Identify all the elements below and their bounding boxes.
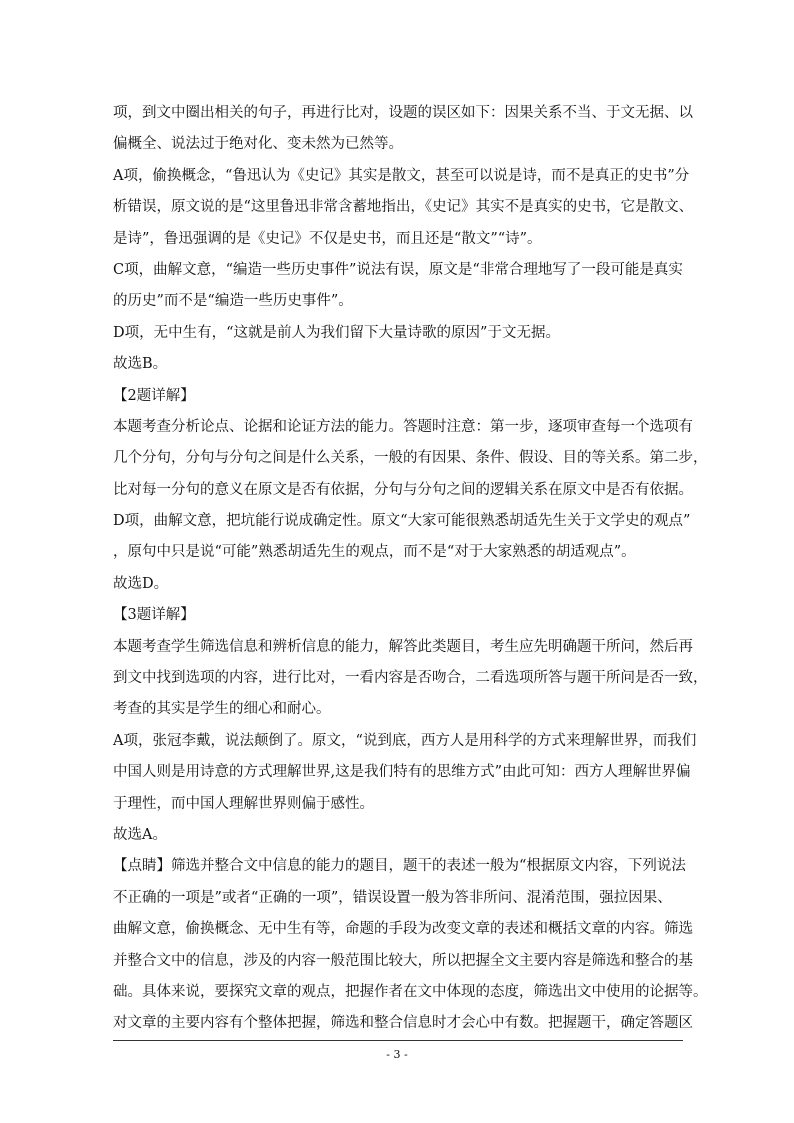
section-heading: 【2题详解】 bbox=[113, 387, 195, 404]
section-heading: 【3题详解】 bbox=[113, 607, 195, 624]
text-line: 础。具体来说，要探究文章的观点，把握作者在文中体现的态度，筛选出文中使用的论据等。 bbox=[113, 983, 708, 1000]
text-line: 中国人则是用诗意的方式理解世界,这是我们特有的思维方式”由此可知：西方人理解世界偏 bbox=[113, 764, 691, 781]
text-line: 到文中找到选项的内容，进行比对，一看内容是否吻合，二看选项所答与题干所问是否一致， bbox=[113, 670, 708, 687]
text-line: ，原句中只是说“可能”熟悉胡适先生的观点，而不是“对于大家熟悉的胡适观点”。 bbox=[113, 544, 636, 561]
text-line: 对文章的主要内容有个整体把握，筛选和整合信息时才会心中有数。把握题干，确定答题区 bbox=[113, 1015, 693, 1032]
text-line: D项，曲解文意，把坑能行说成确定性。原文“大家可能很熟悉胡适先生关于文学史的观点” bbox=[113, 513, 691, 530]
text-line: 于理性，而中国人理解世界则偏于感性。 bbox=[113, 795, 374, 812]
text-line: 曲解文意，偷换概念、无中生有等，命题的手段为改变文章的表述和概括文章的内容。筛选 bbox=[113, 921, 693, 938]
text-line: 并整合文中的信息，涉及的内容一般范围比较大，所以把握全文主要内容是筛选和整合的基 bbox=[113, 952, 693, 969]
text-line: A项，偷换概念，“鲁迅认为《史记》其实是散文，甚至可以说是诗，而不是真正的史书”分 bbox=[113, 167, 690, 184]
text-line: 本题考查学生筛选信息和辨析信息的能力，解答此类题目，考生应先明确题干所问，然后再 bbox=[113, 638, 693, 655]
text-line: 本题考查分析论点、论据和论证方法的能力。答题时注意：第一步，逐项审查每一个选项有 bbox=[113, 418, 693, 435]
text-line: 【点睛】筛选并整合文中信息的能力的题目，题干的表述一般为“根据原文内容，下列说法 bbox=[113, 858, 686, 875]
text-line: 析错误，原文说的是“这里鲁迅非常含蓄地指出，《史记》其实不是真实的史书，它是散文、 bbox=[113, 199, 694, 216]
answer-line: 故选A。 bbox=[113, 826, 167, 843]
text-line: 比对每一分句的意义在原文是否有依据，分句与分句之间的逻辑关系在原文中是否有依据。 bbox=[113, 481, 693, 498]
text-line: 几个分句，分句与分句之间是什么关系，一般的有因果、条件、假设、目的等关系。第二步， bbox=[113, 450, 708, 467]
text-line: 是诗”，鲁迅强调的是《史记》不仅是史书，而且还是“散文”“诗”。 bbox=[113, 230, 542, 247]
text-line: 项，到文中圈出相关的句子，再进行比对，设题的误区如下：因果关系不当、于文无据、以 bbox=[113, 105, 693, 121]
text-line: C项，曲解文意，“编造一些历史事件”说法有误，原文是“非常合理地写了一段可能是真实 bbox=[113, 261, 683, 278]
footer-divider bbox=[113, 1040, 683, 1041]
text-line: 的历史”而不是“编造一些历史事件”。 bbox=[113, 293, 353, 310]
text-line: 不正确的一项是”或者“正确的一项”，错误设置一般为答非所问、混淆范围，强拉因果、 bbox=[113, 889, 672, 906]
text-line: 偏概全、说法过于绝对化、变未然为已然等。 bbox=[113, 136, 403, 153]
text-line: D项，无中生有，“这就是前人为我们留下大量诗歌的原因”于文无据。 bbox=[113, 324, 560, 341]
document-body bbox=[113, 98, 708, 1040]
text-line: A项，张冠李戴，说法颠倒了。原文，“说到底，西方人是用科学的方式来理解世界，而我们 bbox=[113, 732, 697, 749]
text-line: 考查的其实是学生的细心和耐心。 bbox=[113, 701, 331, 718]
answer-line: 故选D。 bbox=[113, 575, 169, 592]
page-number: - 3 - bbox=[386, 1048, 408, 1061]
answer-line: 故选B。 bbox=[113, 356, 168, 373]
